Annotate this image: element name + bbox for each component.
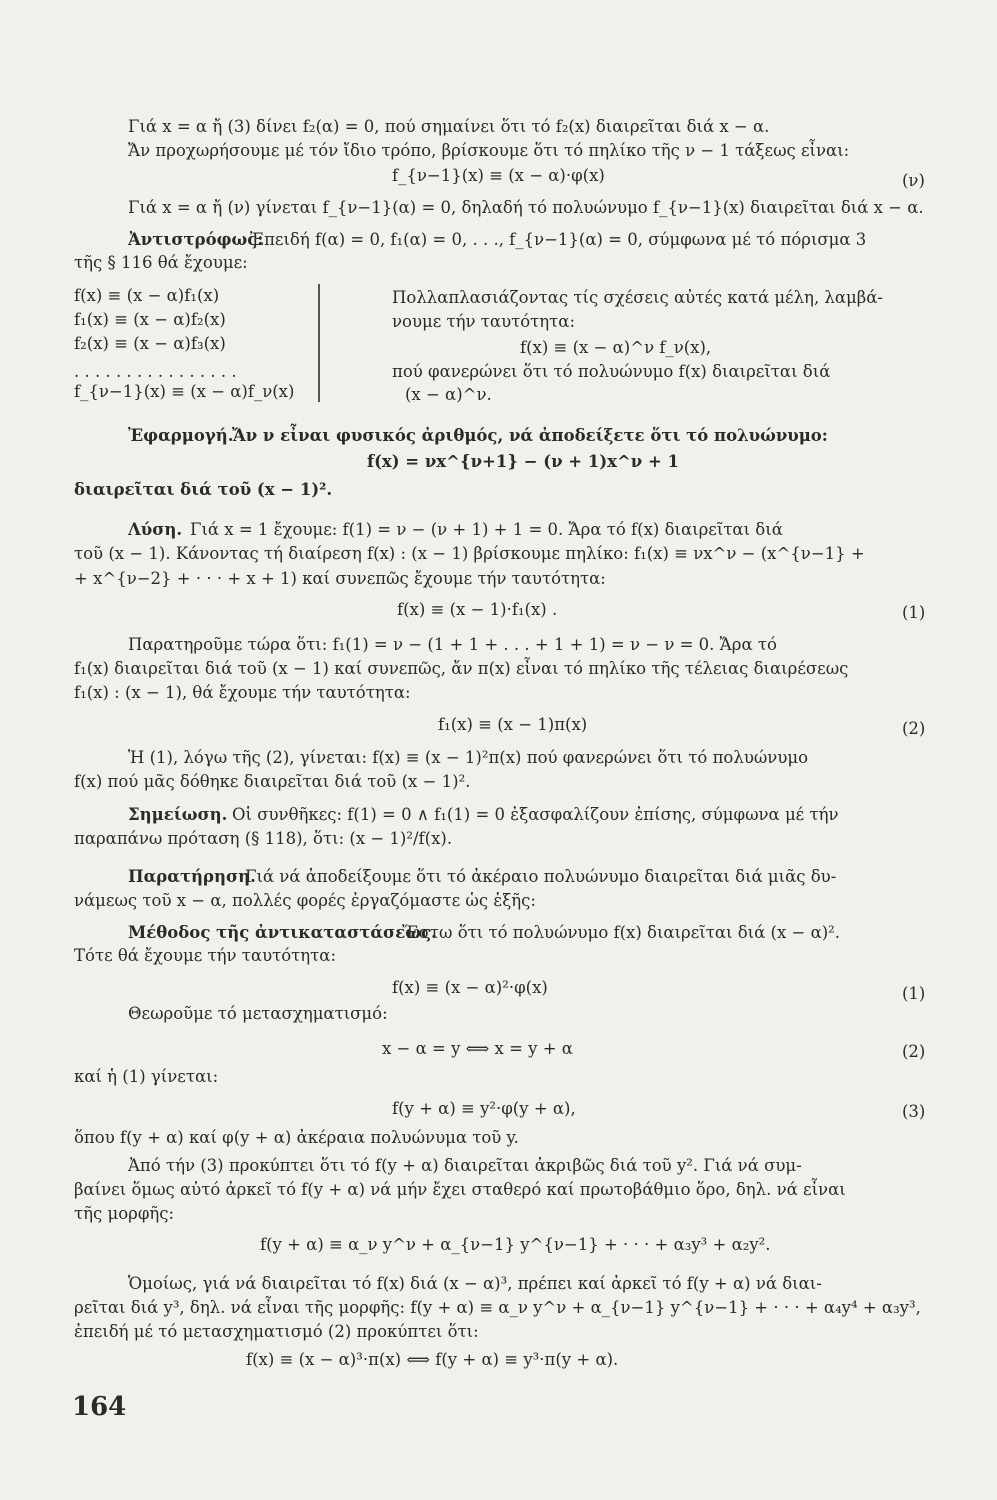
text-line: τοῦ (x − 1). Κάνοντας τή διαίρεση f(x) : (x − 1) βρίσκουμε πηλίκο: f₁(x) ≡ νx^ν − (x^{ν−1} + [74, 544, 865, 563]
equation: x − α = y ⟺ x = y + α [382, 1039, 573, 1058]
equation: f(x) ≡ (x − α)^ν f_ν(x), [520, 338, 712, 357]
equation: f(x) ≡ (x − 1)·f₁(x) . [397, 600, 558, 619]
equation-number: (2) [902, 719, 926, 738]
text-line: Ἄν ν εἶναι φυσικός ἀριθμός, νά ἀποδείξετε ὅτι τό πολυώνυμο: [232, 426, 828, 445]
text-line: διαιρεῖται διά τοῦ (x − 1)². [74, 480, 333, 499]
equation-number: (2) [902, 1042, 926, 1061]
text-line: Γιά x = α ἤ (3) δίνει f₂(α) = 0, πού σημαίνει ὅτι τό f₂(x) διαιρεῖται διά x − α. [128, 117, 770, 136]
equation: f(y + α) ≡ α_ν y^ν + α_{ν−1} y^{ν−1} + · · · + α₃y³ + α₂y². [260, 1235, 771, 1254]
text-line: f₁(x) : (x − 1), θά ἔχουμε τήν ταυτότητα: [74, 683, 411, 702]
equation-number: (1) [902, 603, 926, 622]
text-line: Ἔστω ὅτι τό πολυώνυμο f(x) διαιρεῖται διά (x − α)². [402, 923, 841, 942]
text-line: Θεωροῦμε τό μετασχηματισμό: [128, 1004, 388, 1023]
text-line: ρεῖται διά y³, δηλ. νά εἶναι τῆς μορφῆς: f(y + α) ≡ α_ν y^ν + α_{ν−1} y^{ν−1} + · · · + α₄y⁴ + α₃y³, [74, 1298, 921, 1317]
section-heading: Λύση. [128, 520, 183, 539]
text-line: Γιά x = 1 ἔχουμε: f(1) = ν − (ν + 1) + 1 = 0. Ἄρα τό f(x) διαιρεῖται διά [190, 520, 783, 539]
text-line: Ἐπειδή f(α) = 0, f₁(α) = 0, . . ., f_{ν−1}(α) = 0, σύμφωνα μέ τό πόρισμα 3 [250, 230, 867, 249]
text-line: παραπάνω πρόταση (§ 118), ὅτι: (x − 1)²/f(x). [74, 829, 453, 848]
equation: (x − α)^ν. [405, 385, 492, 404]
text-line: τῆς § 116 θά ἔχουμε: [74, 253, 248, 272]
text-line: ἐπειδή μέ τό μετασχηματισμό (2) προκύπτει ὅτι: [74, 1322, 479, 1341]
equation-number: (1) [902, 984, 926, 1003]
text-line: Πολλαπλασιάζοντας τίς σχέσεις αὐτές κατά μέλη, λαμβά- [392, 288, 884, 307]
equation: f(x) ≡ (x − α)f₁(x) [74, 286, 220, 305]
text-line: Ἡ (1), λόγω τῆς (2), γίνεται: f(x) ≡ (x − 1)²π(x) πού φανερώνει ὅτι τό πολυώνυμο [128, 748, 809, 767]
section-heading: Ἀντιστρόφως: [128, 230, 264, 249]
page-number: 164 [72, 1392, 127, 1422]
ellipsis-row: . . . . . . . . . . . . . . . . [74, 362, 237, 381]
equation: f(y + α) ≡ y²·φ(y + α), [392, 1099, 576, 1118]
equation: f(x) = νx^{ν+1} − (ν + 1)x^ν + 1 [367, 452, 680, 471]
text-line: Παρατηροῦμε τώρα ὅτι: f₁(1) = ν − (1 + 1 + . . . + 1 + 1) = ν − ν = 0. Ἄρα τό [128, 635, 777, 654]
text-line: καί ἡ (1) γίνεται: [74, 1067, 219, 1086]
equation: f₁(x) ≡ (x − α)f₂(x) [74, 310, 226, 329]
section-heading: Μέθοδος τῆς ἀντικαταστάσεως. [128, 923, 437, 942]
text-line: Οἱ συνθῆκες: f(1) = 0 ∧ f₁(1) = 0 ἐξασφαλίζουν ἐπίσης, σύμφωνα μέ τήν [232, 805, 839, 824]
equation-number: (ν) [902, 171, 925, 190]
text-line: νουμε τήν ταυτότητα: [392, 312, 576, 331]
text-line: Τότε θά ἔχουμε τήν ταυτότητα: [74, 946, 337, 965]
text-line: Ὁμοίως, γιά νά διαιρεῖται τό f(x) διά (x − α)³, πρέπει καί ἀρκεῖ τό f(y + α) νά διαι- [128, 1274, 822, 1293]
equation: f_{ν−1}(x) ≡ (x − α)f_ν(x) [74, 382, 295, 401]
text-line: Ἀπό τήν (3) προκύπτει ὅτι τό f(y + α) διαιρεῖται ἀκριβῶς διά τοῦ y². Γιά νά συμ- [128, 1156, 802, 1175]
equation: f₂(x) ≡ (x − α)f₃(x) [74, 334, 226, 353]
text-line: Γιά νά ἀποδείξουμε ὅτι τό ἀκέραιο πολυώνυμο διαιρεῖται διά μιᾶς δυ- [245, 867, 837, 886]
text-line: πού φανερώνει ὅτι τό πολυώνυμο f(x) διαιρεῖται διά [392, 362, 831, 381]
text-line: Γιά x = α ἤ (ν) γίνεται f_{ν−1}(α) = 0, δηλαδή τό πολυώνυμο f_{ν−1}(x) διαιρεῖται διά x − α. [128, 198, 924, 217]
text-line: βαίνει ὅμως αὐτό ἀρκεῖ τό f(y + α) νά μήν ἔχει σταθερό καί πρωτοβάθμιο ὅρο, δηλ. νά εἶναι [74, 1180, 846, 1199]
text-line: f(x) πού μᾶς δόθηκε διαιρεῖται διά τοῦ (x − 1)². [74, 772, 471, 791]
text-line: ὅπου f(y + α) καί φ(y + α) ἀκέραια πολυώνυμα τοῦ y. [74, 1128, 519, 1147]
text-line: + x^{ν−2} + · · · + x + 1) καί συνεπῶς ἔχουμε τήν ταυτότητα: [74, 569, 606, 588]
text-line: Ἄν προχωρήσουμε μέ τόν ἴδιο τρόπο, βρίσκουμε ὅτι τό πηλίκο τῆς ν − 1 τάξεως εἶναι: [128, 141, 850, 160]
section-heading: Σημείωση. [128, 805, 228, 824]
equation: f_{ν−1}(x) ≡ (x − α)·φ(x) [392, 166, 605, 185]
text-line: νάμεως τοῦ x − α, πολλές φορές ἐργαζόμαστε ὡς ἑξῆς: [74, 891, 536, 910]
section-heading: Παρατήρηση. [128, 867, 256, 886]
column-divider [318, 284, 320, 402]
section-heading: Ἐφαρμογή. [128, 426, 234, 445]
equation-number: (3) [902, 1102, 926, 1121]
text-line: τῆς μορφῆς: [74, 1204, 175, 1223]
equation: f(x) ≡ (x − α)³·π(x) ⟺ f(y + α) ≡ y³·π(y + α). [246, 1350, 619, 1369]
equation: f(x) ≡ (x − α)²·φ(x) [392, 978, 548, 997]
equation: f₁(x) ≡ (x − 1)π(x) [438, 715, 588, 734]
text-line: f₁(x) διαιρεῖται διά τοῦ (x − 1) καί συνεπῶς, ἄν π(x) εἶναι τό πηλίκο τῆς τέλειας διαιρέσεως [74, 659, 849, 678]
